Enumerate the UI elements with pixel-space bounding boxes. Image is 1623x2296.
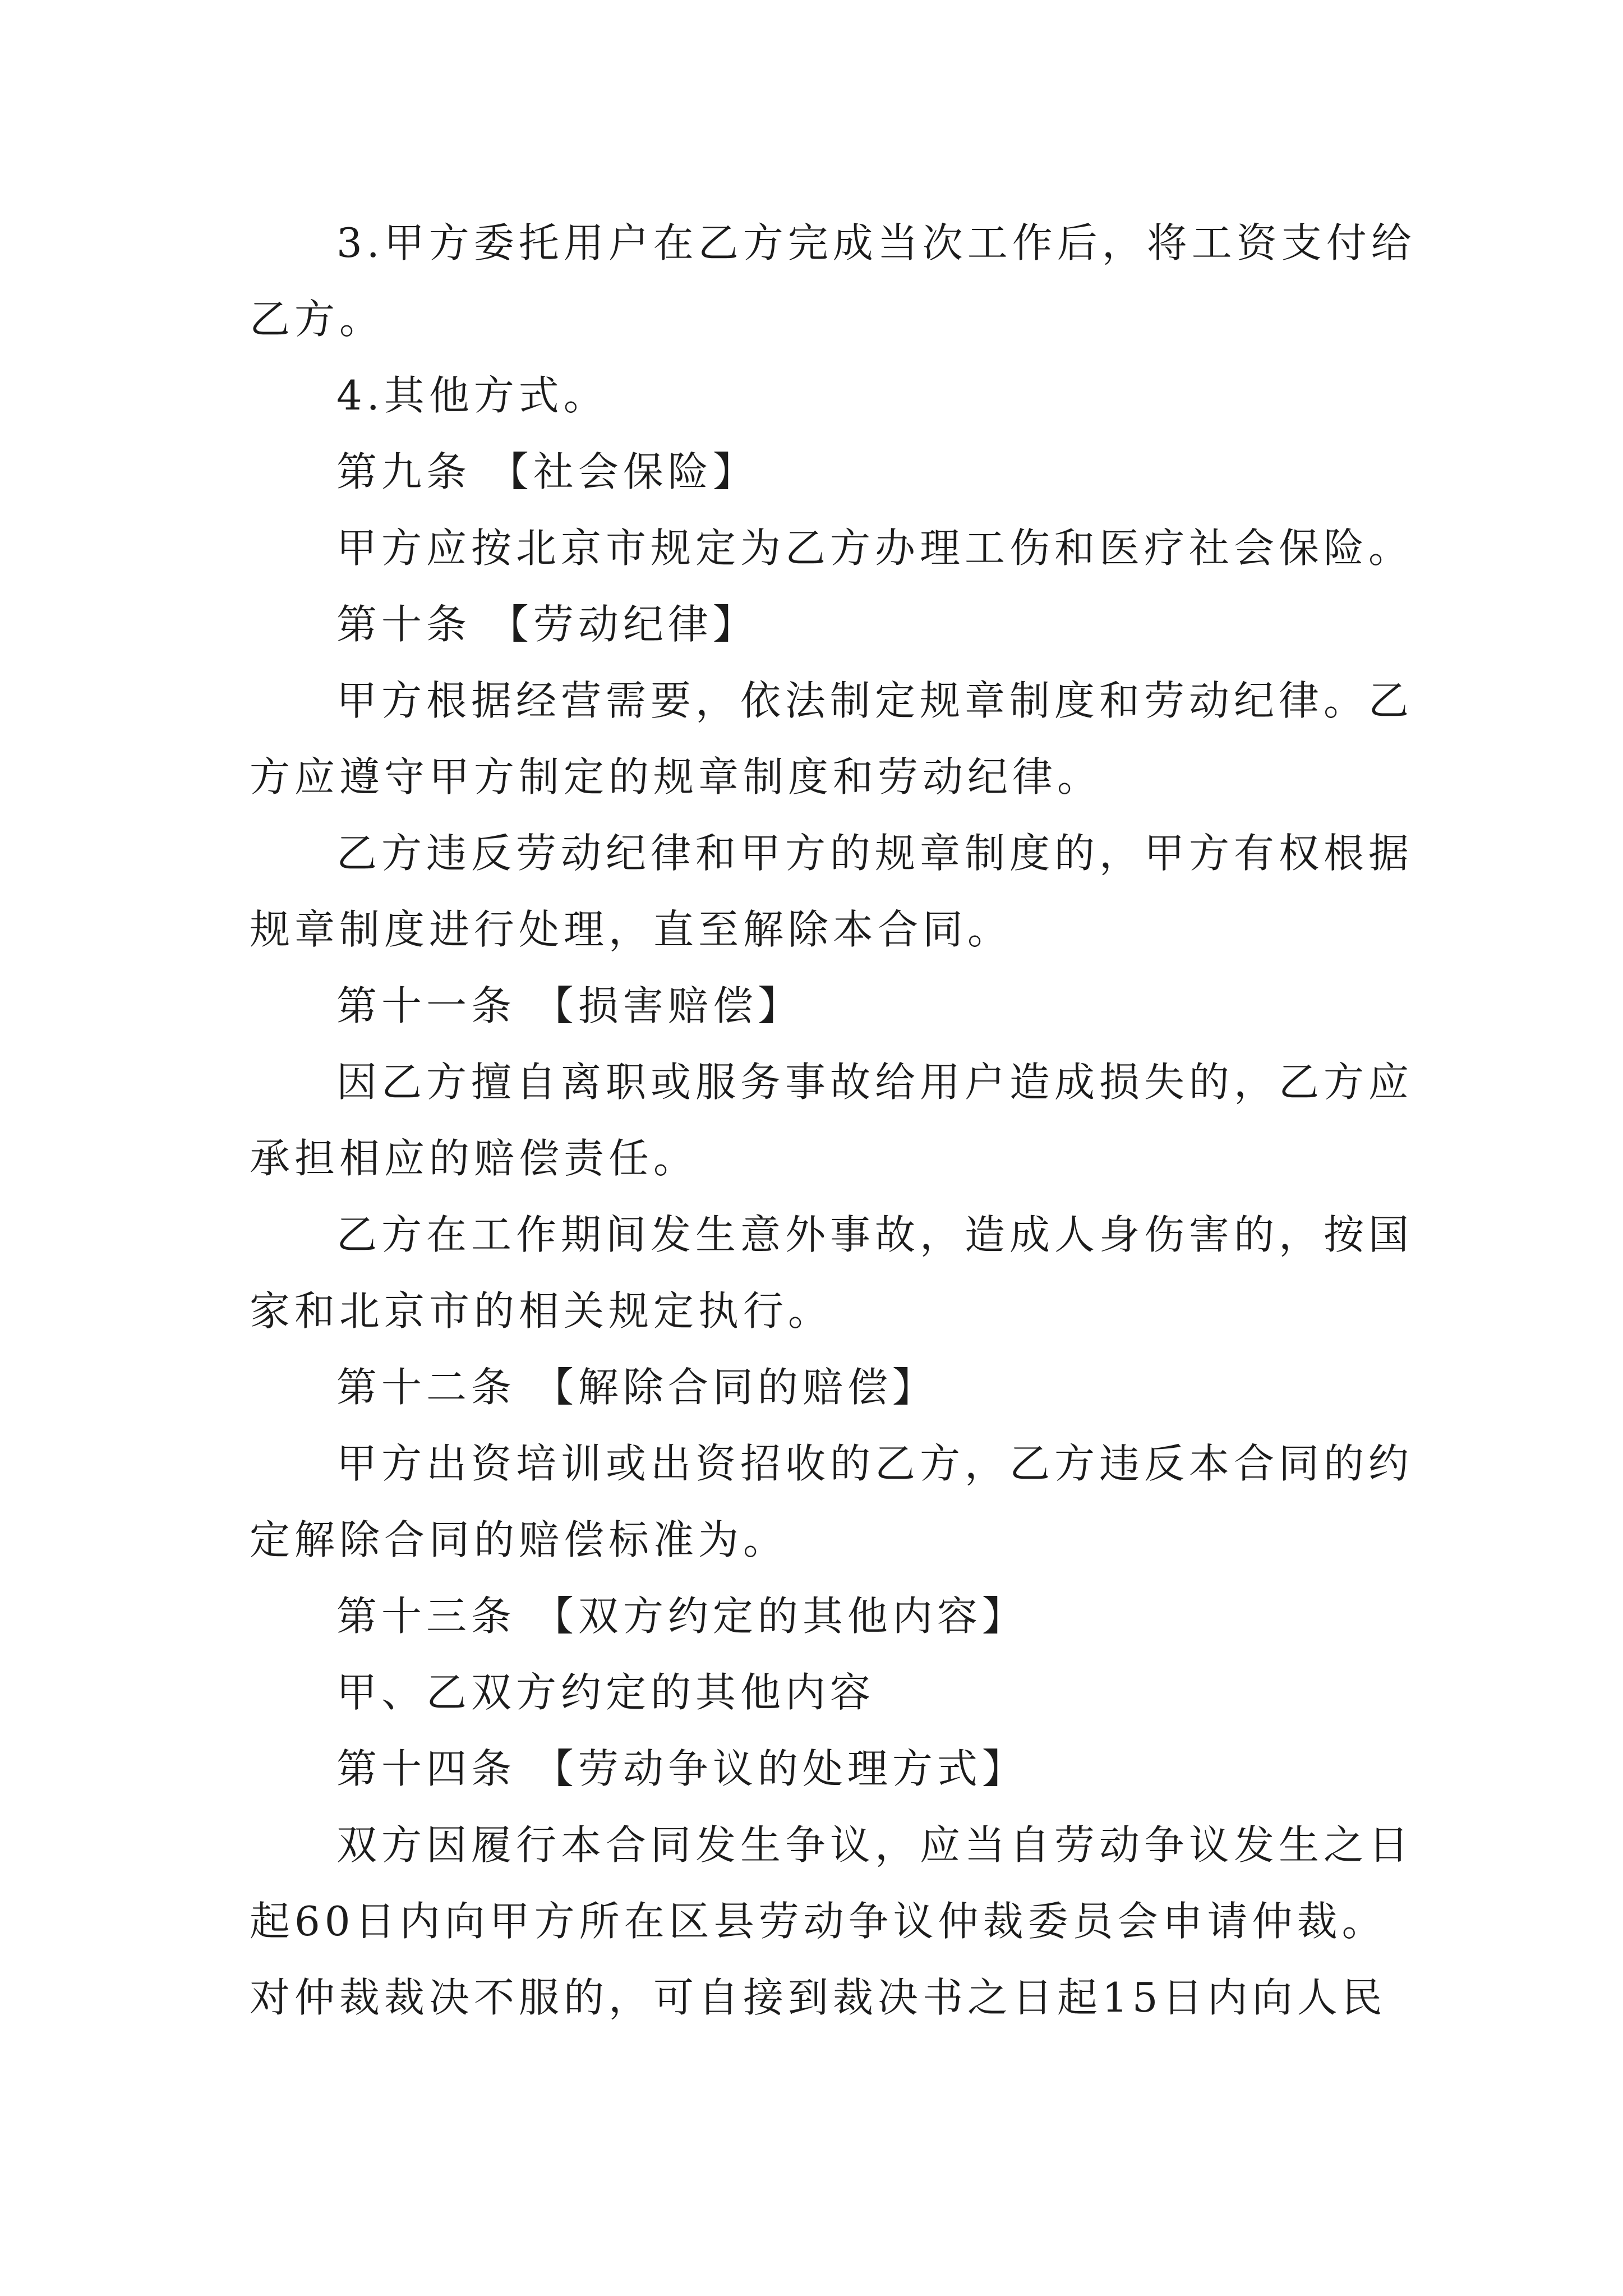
- paragraph-line: 乙方在工作期间发生意外事故，造成人身伤害的，按国: [336, 1211, 1414, 1258]
- paragraph-line: 对仲裁裁决不服的，可自接到裁决书之日起15日内向人民: [250, 1974, 1387, 2021]
- paragraph-line: 3.甲方委托用户在乙方完成当次工作后，将工资支付给: [336, 219, 1416, 266]
- paragraph-line: 定解除合同的赔偿标准为。: [250, 1516, 789, 1563]
- paragraph-line: 乙方违反劳动纪律和甲方的规章制度的，甲方有权根据: [336, 830, 1414, 877]
- paragraph-line: 承担相应的赔偿责任。: [250, 1135, 699, 1182]
- article-heading: 第十一条 【损害赔偿】: [336, 982, 803, 1029]
- paragraph-line: 因乙方擅自离职或服务事故给用户造成损失的，乙方应: [336, 1059, 1414, 1106]
- document-body: [250, 205, 1416, 2036]
- paragraph-line: 方应遵守甲方制定的规章制度和劳动纪律。: [250, 753, 1103, 800]
- paragraph-line: 4.其他方式。: [336, 372, 608, 419]
- paragraph-line: 家和北京市的相关规定执行。: [250, 1287, 833, 1335]
- paragraph-line: 甲方出资培训或出资招收的乙方，乙方违反本合同的约: [336, 1440, 1414, 1487]
- article-heading: 第九条 【社会保险】: [336, 448, 758, 495]
- article-heading: 第十条 【劳动纪律】: [336, 601, 758, 648]
- paragraph-line: 双方因履行本合同发生争议，应当自劳动争议发生之日: [336, 1821, 1414, 1869]
- paragraph-line: 规章制度进行处理，直至解除本合同。: [250, 906, 1013, 953]
- paragraph-line: 甲、乙双方约定的其他内容: [336, 1669, 875, 1716]
- article-heading: 第十二条 【解除合同的赔偿】: [336, 1364, 937, 1411]
- paragraph-line: 乙方。: [250, 296, 385, 343]
- paragraph-line: 甲方根据经营需要，依法制定规章制度和劳动纪律。乙: [336, 677, 1414, 724]
- article-heading: 第十四条 【劳动争议的处理方式】: [336, 1745, 1027, 1792]
- paragraph-line: 甲方应按北京市规定为乙方办理工伤和医疗社会保险。: [336, 524, 1414, 572]
- paragraph-line: 起60日内向甲方所在区县劳动争议仲裁委员会申请仲裁。: [250, 1898, 1387, 1945]
- article-heading: 第十三条 【双方约定的其他内容】: [336, 1593, 1027, 1640]
